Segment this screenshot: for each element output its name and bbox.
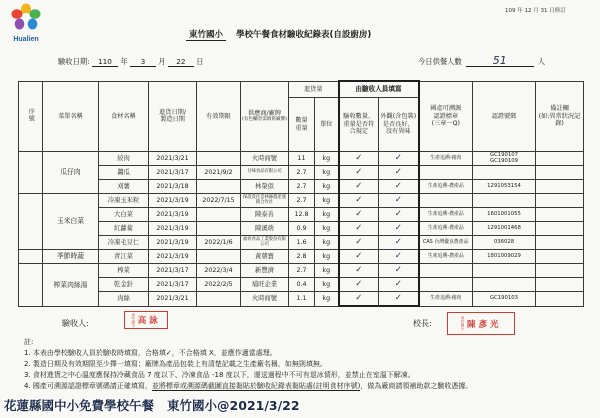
year-unit: 年 (120, 57, 128, 66)
table-row (19, 292, 584, 307)
note-item: 4. 國產可溯源認證標章號碼請正確填寫，並將標章或溯源碼截圖直接黏貼於驗收紀錄表黏貼處(註明食材序號)，做為廠商請領補助款之驗收憑據。 (24, 382, 473, 390)
appearance-check-mark: ✓ (379, 166, 419, 180)
certification-number: 1291001468 (487, 224, 521, 231)
header-remarks: 備註欄 (如:異常狀況記錄) (536, 81, 584, 152)
quantity-check-mark: ✓ (339, 194, 379, 208)
certification-label-cell (419, 264, 473, 278)
receive-date-cell: 2021/3/19 (149, 222, 197, 236)
quantity-check-mark: ✓ (339, 180, 379, 194)
notes-label: 註: (24, 338, 34, 346)
ingredient-cell: 絞肉 (99, 152, 149, 166)
certification-number-cell (473, 264, 536, 278)
quantity-check-mark: ✓ (339, 222, 379, 236)
certification-label-cell: 生產追溯-農產品 (419, 180, 473, 194)
receive-date-cell: 2021/3/17 (149, 278, 197, 292)
remarks-cell (536, 278, 584, 292)
appearance-check-mark: ✓ (379, 152, 419, 166)
menu-name-cell: 榨菜肉絲湯 (43, 264, 99, 307)
header-appearance-check: 外觀(含包裝)是否良好、沒有異味 (379, 98, 419, 152)
expiry-date-cell: 2021/9/2 (197, 166, 241, 180)
table-row (19, 264, 584, 278)
note-item: 1. 本表由學校驗收人員於驗收時填寫，合格填✓，不合格填 X，並應作適當處理。 (24, 349, 277, 357)
certification-label-cell: CAS 台灣優良農產品 (419, 236, 473, 250)
table-row (19, 152, 584, 166)
quantity-check-mark: ✓ (339, 236, 379, 250)
quantity-cell: 2.7 (289, 264, 315, 278)
expiry-date-cell (197, 222, 241, 236)
certification-number-cell (473, 292, 536, 307)
servings-value: 51 (466, 55, 534, 67)
appearance-check-mark: ✓ (379, 222, 419, 236)
menu-name-cell: 瓜仔肉 (43, 152, 99, 194)
certification-label-cell (419, 278, 473, 292)
unit-cell: kg (315, 166, 339, 180)
quantity-cell: 2.7 (289, 166, 315, 180)
certification-number: 036028 (493, 238, 515, 245)
date-year: 110 (92, 57, 118, 67)
principal-stamp (447, 312, 515, 335)
certification-label-cell: 生產追溯-豬肉 (419, 292, 473, 307)
header-menu: 菜單名稱 (43, 81, 99, 152)
certification-number-cell (473, 208, 536, 222)
quantity-check-mark: ✓ (339, 250, 379, 264)
inspector-stamp (124, 311, 168, 329)
quantity-check-mark: ✓ (339, 208, 379, 222)
receive-date-cell: 2021/3/19 (149, 250, 197, 264)
logo-text: Hualien (13, 36, 39, 43)
date-day: 22 (168, 57, 194, 67)
expiry-date-cell (197, 292, 241, 307)
supplier-cell: 新豐濟 (241, 264, 289, 278)
unit-cell: kg (315, 236, 339, 250)
remarks-cell (536, 236, 584, 250)
serial-cell (19, 152, 43, 194)
ingredient-cell: 紅蘿蔔 (99, 222, 149, 236)
expiry-date-cell: 2022/1/6 (197, 236, 241, 250)
quantity-cell: 2.8 (289, 250, 315, 264)
notes (24, 337, 589, 392)
expiry-date-cell (197, 208, 241, 222)
table-row (19, 208, 584, 222)
certification-number: GC190103 (489, 294, 519, 301)
supplier-cell: 埔旺企業 (241, 278, 289, 292)
ingredient-cell: 刈薯 (99, 180, 149, 194)
quantity-cell: 11 (289, 152, 315, 166)
serial-cell (19, 194, 43, 250)
receive-date-cell: 2021/3/17 (149, 264, 197, 278)
certification-number-cell (473, 194, 536, 208)
table-row (19, 194, 584, 208)
ingredient-cell: 大白菜 (99, 208, 149, 222)
form-title: 學校午餐食材驗收紀錄表(自設廚房) (236, 30, 372, 40)
remarks-cell (536, 152, 584, 166)
quantity-check-mark: ✓ (339, 278, 379, 292)
unit-cell: kg (315, 264, 339, 278)
principal-stamp-small: 東竹國小 (461, 316, 466, 331)
remarks-cell (536, 264, 584, 278)
quantity-check-mark: ✓ (339, 166, 379, 180)
ingredient-cell: 青江菜 (99, 250, 149, 264)
flower-logo-icon (7, 3, 45, 33)
expiry-date-cell (197, 152, 241, 166)
quantity-cell: 0.4 (289, 278, 315, 292)
header-purchase: 進貨量 (289, 81, 339, 98)
certification-number-cell (473, 180, 536, 194)
principal-label: 校長: (413, 319, 432, 328)
header-cert-number: 認證號碼 (473, 81, 536, 152)
supplier-cell: 火時商號 (241, 152, 289, 166)
header-supplier: 供應商/廠牌 (有色欄者需填寫廠牌) (241, 81, 289, 152)
certification-number-cell (473, 166, 536, 180)
receive-date-cell: 2021/3/21 (149, 292, 197, 307)
receive-date-cell: 2021/3/19 (149, 208, 197, 222)
revision-date: 109 年 12 月 31 日修訂 (505, 8, 566, 14)
appearance-check-mark: ✓ (379, 250, 419, 264)
remarks-cell (536, 292, 584, 307)
supplier-cell: 火時商號 (241, 292, 289, 307)
table-header-row (19, 81, 584, 98)
table-row (19, 236, 584, 250)
unit-cell: kg (315, 250, 339, 264)
appearance-check-mark: ✓ (379, 236, 419, 250)
unit-cell: kg (315, 292, 339, 307)
remarks-cell (536, 208, 584, 222)
header-unit: 單位 (315, 98, 339, 152)
appearance-check-mark: ✓ (379, 194, 419, 208)
receive-date-cell: 2021/3/21 (149, 152, 197, 166)
expiry-date-cell (197, 250, 241, 264)
expiry-date-cell (197, 180, 241, 194)
certification-label-cell: 生產追溯-豬肉 (419, 152, 473, 166)
remarks-cell (536, 194, 584, 208)
unit-cell: kg (315, 222, 339, 236)
page-title (186, 28, 371, 41)
header-serial: 序號 (19, 81, 43, 152)
receive-date-cell: 2021/3/17 (149, 166, 197, 180)
table-row (19, 250, 584, 264)
ingredient-cell: 肉絲 (99, 292, 149, 307)
receive-date-cell: 2021/3/19 (149, 194, 197, 208)
unit-cell: kg (315, 194, 339, 208)
inspection-date (58, 57, 204, 67)
note-item: 2. 製造日期及有效期限至少擇一填寫；廠牌為產品包裝上有清楚記載之生產廠名稱，如無則填無。 (24, 360, 327, 368)
certification-label-cell: 生產追溯-農產品 (419, 250, 473, 264)
certification-number: 1291053154 (487, 182, 521, 189)
servings-label: 今日供餐人數 (418, 57, 462, 66)
principal-stamp-name: 陳彥光 (467, 319, 502, 330)
certification-label-cell (419, 194, 473, 208)
remarks-cell (536, 222, 584, 236)
certification-number-cell (473, 250, 536, 264)
inspector-stamp-name: 高詠 (137, 316, 161, 326)
remarks-cell (536, 180, 584, 194)
remarks-cell (536, 166, 584, 180)
table-row (19, 166, 584, 180)
appearance-check-mark: ✓ (379, 264, 419, 278)
supplier-cell: 陳溪萌 (241, 222, 289, 236)
table-row (19, 278, 584, 292)
appearance-check-mark: ✓ (379, 278, 419, 292)
supplier-cell: 林榮似 (241, 180, 289, 194)
quantity-check-mark: ✓ (339, 292, 379, 307)
servings-count (418, 55, 545, 67)
serial-cell (19, 250, 43, 264)
month-unit: 月 (158, 57, 166, 66)
quantity-check-mark: ✓ (339, 264, 379, 278)
quantity-cell: 1.6 (289, 236, 315, 250)
inspector-label: 驗收人: (62, 319, 89, 328)
hualien-logo (6, 3, 46, 43)
supplier-cell: 保證責任雲林縣農產運銷合作社 (241, 194, 289, 208)
header-inspector-group: 由驗收人員填寫 (339, 81, 419, 98)
receive-date-cell: 2021/3/18 (149, 180, 197, 194)
table-row (19, 180, 584, 194)
menu-name-cell: 季節時蔬 (43, 250, 99, 264)
school-name: 東竹國小 (186, 28, 226, 41)
supplier-cell: 黃朝寶 (241, 250, 289, 264)
appearance-check-mark: ✓ (379, 292, 419, 307)
day-unit: 日 (196, 57, 204, 66)
certification-number-cell (473, 278, 536, 292)
quantity-check-mark: ✓ (339, 152, 379, 166)
certification-number: GC190107 (489, 151, 519, 158)
appearance-check-mark: ✓ (379, 180, 419, 194)
inspector-stamp-small: 東竹國小 (131, 312, 136, 328)
ingredient-cell: 冷凍毛豆仁 (99, 236, 149, 250)
date-label: 驗收日期: (58, 57, 90, 66)
serial-cell (19, 264, 43, 307)
date-month: 3 (130, 57, 156, 67)
expiry-date-cell: 2022/2/5 (197, 278, 241, 292)
supplier-cell: 福祥食品工業股份有限公司 (241, 236, 289, 250)
quantity-cell: 2.7 (289, 194, 315, 208)
ingredient-cell: 乾金針 (99, 278, 149, 292)
expiry-date-cell: 2022/3/4 (197, 264, 241, 278)
certification-number-cell (473, 222, 536, 236)
header-ingredient: 食材名稱 (99, 81, 149, 152)
inspection-table (18, 80, 584, 307)
certification-number-cell (473, 152, 536, 166)
header-expiry: 有效期限 (197, 81, 241, 152)
header-receive-date: 進貨日期/ 製造日期 (149, 81, 197, 152)
quantity-cell: 1.1 (289, 292, 315, 307)
unit-cell: kg (315, 278, 339, 292)
certification-label-cell: 生產追溯-農產品 (419, 208, 473, 222)
ingredient-cell: 榨菜 (99, 264, 149, 278)
ingredient-cell: 冷凍玉米粒 (99, 194, 149, 208)
photo-caption: 花蓮縣國中小免費學校午餐 東竹國小@2021/3/22 (4, 398, 300, 413)
unit-cell: kg (315, 208, 339, 222)
servings-unit: 人 (537, 57, 546, 66)
menu-name-cell: 玉米白菜 (43, 194, 99, 250)
expiry-date-cell: 2022/7/15 (197, 194, 241, 208)
remarks-cell (536, 250, 584, 264)
receive-date-cell: 2021/3/19 (149, 236, 197, 250)
header-quantity-check: 驗收數量、重量是否符合規定 (339, 98, 379, 152)
unit-cell: kg (315, 152, 339, 166)
certification-number: 1801009029 (487, 252, 521, 259)
ingredient-cell: 醬瓜 (99, 166, 149, 180)
header-cert-mark: 國產可溯源 認證標章 (三章一Q) (419, 81, 473, 152)
header-quantity: 數量 重量 (289, 98, 315, 152)
unit-cell: kg (315, 180, 339, 194)
certification-label-cell (419, 166, 473, 180)
certification-number: GC190109 (489, 157, 519, 164)
appearance-check-mark: ✓ (379, 208, 419, 222)
quantity-cell: 2.7 (289, 180, 315, 194)
supplier-cell: 陳泰善 (241, 208, 289, 222)
quantity-cell: 12.8 (289, 208, 315, 222)
certification-label-cell: 生產追溯-農產品 (419, 222, 473, 236)
table-row (19, 222, 584, 236)
certification-number-cell (473, 236, 536, 250)
note-item: 3. 食材進貨之中心溫度應保持冷藏食品 7 度以下、冷凍食品 -18 度以下，運送過程中不可有退冰情形，並禁止在室溫下解凍。 (24, 371, 415, 379)
quantity-cell: 0.9 (289, 222, 315, 236)
supplier-cell: 甘味食品有限公司 (241, 166, 289, 180)
certification-number: 1601001055 (487, 210, 521, 217)
